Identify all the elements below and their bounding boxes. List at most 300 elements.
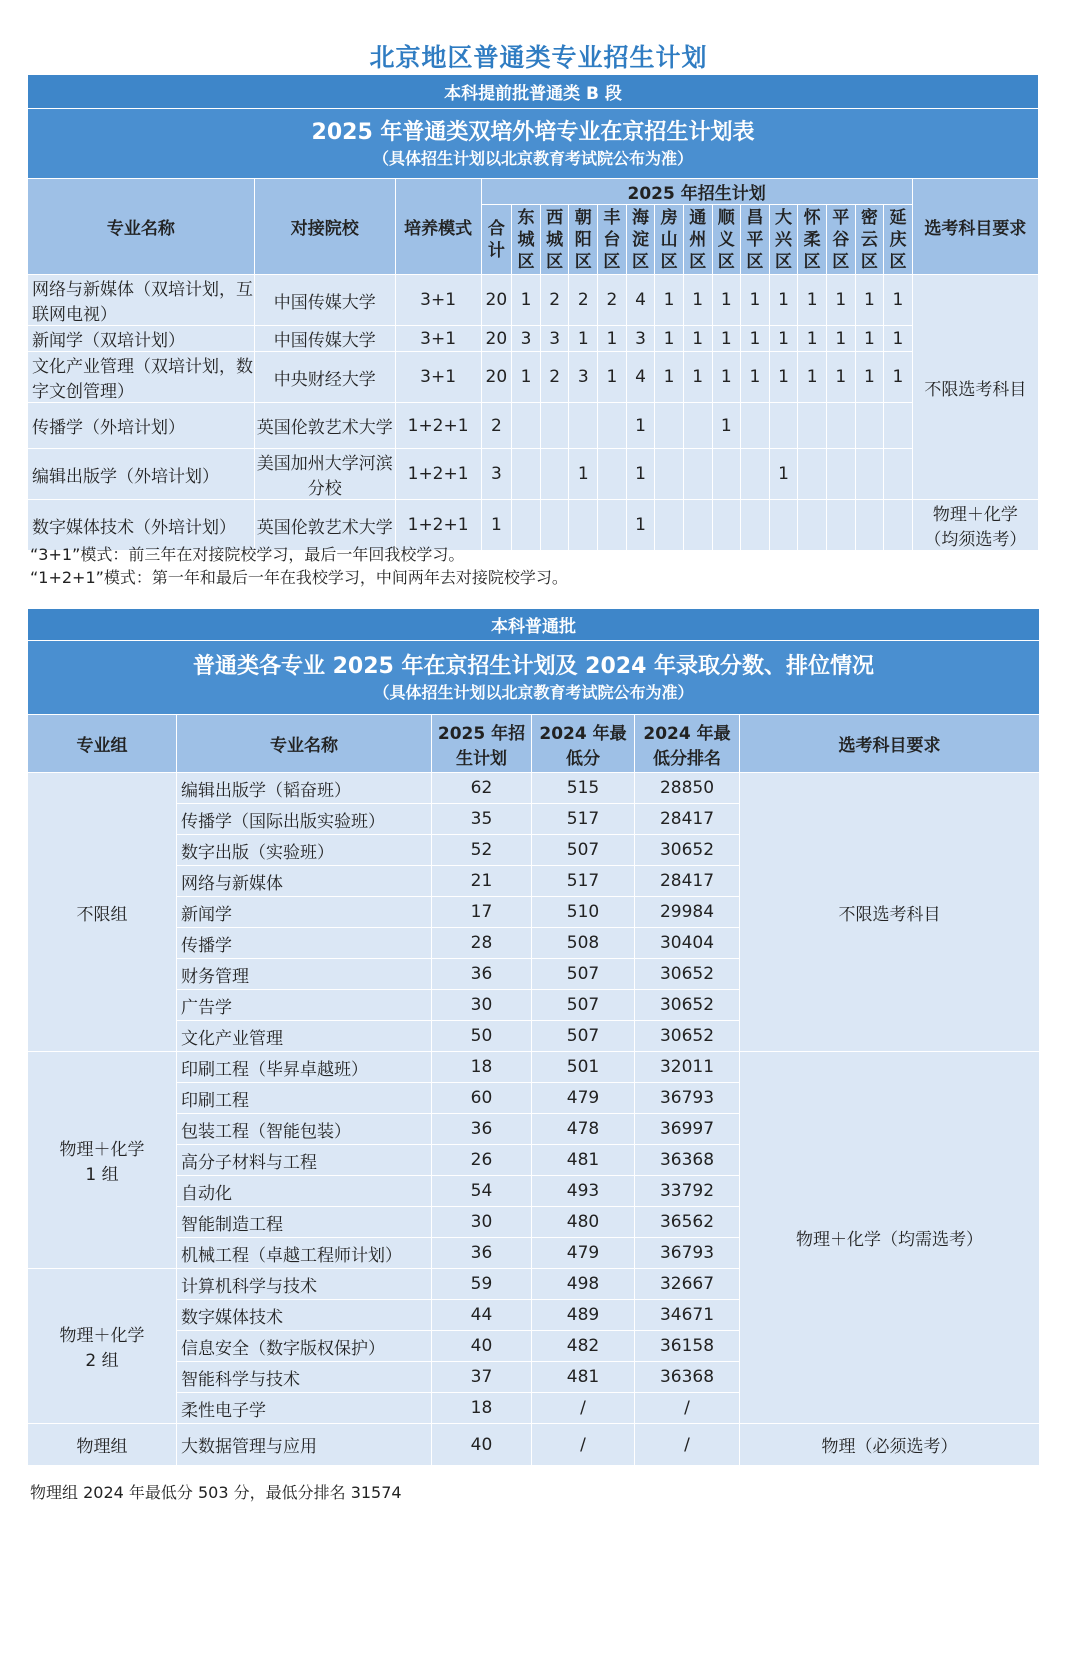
min-rank-2024: 36562	[635, 1207, 740, 1238]
min-rank-2024: 28850	[635, 773, 740, 804]
major-name: 财务管理	[177, 959, 432, 990]
col-header-subject: 选考科目要求	[740, 715, 1040, 773]
major-name: 高分子材料与工程	[177, 1145, 432, 1176]
district-plan	[683, 403, 712, 449]
district-char: 城	[546, 229, 564, 250]
col-header-total	[481, 205, 512, 275]
partner-school: 中国传媒大学	[254, 275, 395, 326]
major-name: 新闻学	[177, 897, 432, 928]
col-header-score	[532, 715, 635, 773]
major-name: 智能科学与技术	[177, 1362, 432, 1393]
district-char: 密	[860, 207, 878, 228]
district-char: 州	[689, 229, 707, 250]
min-rank-2024: 30652	[635, 990, 740, 1021]
subject-requirement: 不限选考科目	[740, 773, 1040, 1052]
col-header-subject: 选考科目要求	[912, 179, 1038, 275]
group-name-line2: 2 组	[85, 1351, 119, 1371]
district-char: 区	[775, 251, 793, 272]
district-plan	[798, 403, 827, 449]
district-char: 区	[717, 251, 735, 272]
partner-school: 中国传媒大学	[254, 326, 395, 352]
district-plan	[855, 403, 884, 449]
district-char: 东	[517, 207, 535, 228]
district-plan: 3	[626, 326, 655, 352]
district-plan: 1	[712, 352, 741, 403]
min-score-2024: 479	[532, 1083, 635, 1114]
min-rank-2024: 36997	[635, 1114, 740, 1145]
table-subtitle: （具体招生计划以北京教育考试院公布为准）	[372, 148, 693, 168]
district-plan: 1	[826, 275, 855, 326]
major-name: 传播学（外培计划）	[28, 403, 255, 449]
district-plan: 1	[712, 326, 741, 352]
district-plan: 2	[540, 275, 569, 326]
district-plan: 1	[769, 352, 798, 403]
district-char: 平	[746, 229, 764, 250]
district-plan	[826, 403, 855, 449]
plan-2025: 54	[432, 1176, 532, 1207]
group-name-line1: 物理＋化学	[59, 1140, 145, 1160]
min-rank-2024: 29984	[635, 897, 740, 928]
district-header	[884, 205, 913, 275]
district-char: 兴	[775, 229, 793, 250]
district-plan: 1	[798, 352, 827, 403]
min-score-2024: 517	[532, 804, 635, 835]
page-title: 北京地区普通类专业招生计划	[369, 43, 708, 72]
district-plan: 4	[626, 275, 655, 326]
min-score-2024: 501	[532, 1052, 635, 1083]
district-plan: 1	[741, 326, 770, 352]
district-plan: 2	[540, 352, 569, 403]
district-plan	[798, 449, 827, 500]
min-score-2024: 489	[532, 1300, 635, 1331]
district-plan	[741, 449, 770, 500]
district-header	[598, 205, 627, 275]
major-name: 广告学	[177, 990, 432, 1021]
district-header	[569, 205, 598, 275]
training-mode: 3+1	[395, 352, 481, 403]
min-score-2024: 507	[532, 990, 635, 1021]
plan-total: 3	[481, 449, 512, 500]
major-name: 包装工程（智能包装）	[177, 1114, 432, 1145]
district-char: 区	[546, 251, 564, 272]
district-plan: 1	[683, 326, 712, 352]
district-header	[798, 205, 827, 275]
major-name: 计算机科学与技术	[177, 1269, 432, 1300]
partner-school: 中央财经大学	[254, 352, 395, 403]
district-char: 怀	[803, 207, 821, 228]
col-header-rank	[635, 715, 740, 773]
min-score-2024: /	[532, 1393, 635, 1424]
district-char: 延	[889, 207, 907, 228]
subject-requirement: 物理（必须选考）	[740, 1424, 1040, 1466]
subject-line2: （均须选考）	[924, 530, 1027, 550]
plan-2025: 36	[432, 959, 532, 990]
major-name: 传播学	[177, 928, 432, 959]
plan-2025: 36	[432, 1238, 532, 1269]
table-banner	[28, 641, 1040, 715]
district-char: 区	[574, 251, 592, 272]
plan-total: 20	[481, 352, 512, 403]
table-row	[28, 1052, 1040, 1083]
district-plan	[569, 500, 598, 551]
district-header	[683, 205, 712, 275]
partner-school: 英国伦敦艺术大学	[254, 403, 395, 449]
group-name	[28, 1052, 177, 1269]
district-plan	[512, 403, 541, 449]
district-char: 海	[631, 207, 649, 228]
district-plan	[741, 500, 770, 551]
table-row	[28, 1424, 1040, 1466]
district-plan: 1	[712, 403, 741, 449]
district-plan: 2	[569, 275, 598, 326]
district-plan	[598, 449, 627, 500]
district-plan: 1	[512, 352, 541, 403]
min-rank-2024: /	[635, 1393, 740, 1424]
col-header-rank-line1: 2024 年最	[643, 723, 731, 744]
col-header-plan-group: 2025 年招生计划	[481, 179, 912, 205]
group-name	[28, 1269, 177, 1424]
district-plan: 1	[512, 275, 541, 326]
min-score-2024: 517	[532, 866, 635, 897]
district-plan: 1	[569, 326, 598, 352]
min-score-2024: 481	[532, 1362, 635, 1393]
district-char: 顺	[717, 207, 735, 228]
major-name: 新闻学（双培计划）	[28, 326, 255, 352]
group-name-line2: 1 组	[85, 1165, 119, 1185]
major-name: 传播学（国际出版实验班）	[177, 804, 432, 835]
district-plan: 1	[798, 275, 827, 326]
district-header	[540, 205, 569, 275]
district-plan	[598, 403, 627, 449]
district-char: 区	[860, 251, 878, 272]
district-plan	[655, 403, 684, 449]
district-plan	[540, 449, 569, 500]
district-char: 昌	[746, 207, 764, 228]
district-char: 云	[860, 229, 878, 250]
major-name: 大数据管理与应用	[177, 1424, 432, 1466]
plan-2025: 30	[432, 990, 532, 1021]
district-plan	[884, 449, 913, 500]
min-rank-2024: 36368	[635, 1145, 740, 1176]
min-score-2024: 508	[532, 928, 635, 959]
district-plan: 1	[855, 326, 884, 352]
table-row	[28, 352, 1039, 403]
district-plan: 1	[655, 275, 684, 326]
district-plan: 1	[626, 403, 655, 449]
plan-2025: 21	[432, 866, 532, 897]
district-char: 区	[803, 251, 821, 272]
district-char: 朝	[574, 207, 592, 228]
training-mode: 1+2+1	[395, 500, 481, 551]
col-header-score-line1: 2024 年最	[539, 723, 627, 744]
section-band: 本科提前批普通类 B 段	[28, 75, 1039, 109]
plan-2025: 17	[432, 897, 532, 928]
district-char: 区	[631, 251, 649, 272]
district-plan	[769, 500, 798, 551]
table-row	[28, 326, 1039, 352]
min-rank-2024: 28417	[635, 804, 740, 835]
district-header	[826, 205, 855, 275]
district-plan: 1	[683, 275, 712, 326]
district-header	[855, 205, 884, 275]
plan-2025: 52	[432, 835, 532, 866]
district-plan: 1	[626, 449, 655, 500]
total-header-char: 计	[487, 240, 505, 261]
district-plan: 1	[741, 352, 770, 403]
group-name: 物理组	[28, 1424, 177, 1466]
group-name: 不限组	[28, 773, 177, 1052]
min-score-2024: 507	[532, 959, 635, 990]
col-header-plan	[432, 715, 532, 773]
major-name: 印刷工程（毕昇卓越班）	[177, 1052, 432, 1083]
district-plan	[540, 403, 569, 449]
min-rank-2024: 34671	[635, 1300, 740, 1331]
col-header-partner: 对接院校	[254, 179, 395, 275]
district-plan	[512, 449, 541, 500]
district-plan: 3	[540, 326, 569, 352]
major-name: 机械工程（卓越工程师计划）	[177, 1238, 432, 1269]
district-char: 庆	[889, 229, 907, 250]
district-plan: 4	[626, 352, 655, 403]
district-plan: 1	[769, 275, 798, 326]
major-name: 数字媒体技术（外培计划）	[28, 500, 255, 551]
subject-requirement	[912, 500, 1038, 551]
col-header-plan-line2: 生计划	[456, 748, 507, 769]
district-plan: 1	[769, 326, 798, 352]
district-plan	[855, 500, 884, 551]
plan-2025: 37	[432, 1362, 532, 1393]
district-header	[512, 205, 541, 275]
major-name: 数字出版（实验班）	[177, 835, 432, 866]
plan-2025: 60	[432, 1083, 532, 1114]
min-score-2024: 478	[532, 1114, 635, 1145]
district-char: 区	[603, 251, 621, 272]
district-char: 义	[717, 229, 735, 250]
plan-2025: 50	[432, 1021, 532, 1052]
min-score-2024: 493	[532, 1176, 635, 1207]
district-plan	[884, 403, 913, 449]
plan-2025: 44	[432, 1300, 532, 1331]
min-rank-2024: 30652	[635, 1021, 740, 1052]
min-score-2024: 480	[532, 1207, 635, 1238]
min-rank-2024: 30404	[635, 928, 740, 959]
min-score-2024: 507	[532, 1021, 635, 1052]
district-plan: 1	[626, 500, 655, 551]
district-char: 阳	[574, 229, 592, 250]
subject-requirement: 不限选考科目	[912, 275, 1038, 500]
district-plan: 1	[826, 352, 855, 403]
district-char: 丰	[603, 207, 621, 228]
partner-school: 美国加州大学河滨分校	[254, 449, 395, 500]
district-plan: 1	[741, 275, 770, 326]
district-plan	[540, 500, 569, 551]
major-name: 编辑出版学（韬奋班）	[177, 773, 432, 804]
district-plan	[598, 500, 627, 551]
plan-2025: 40	[432, 1424, 532, 1466]
district-plan: 1	[569, 449, 598, 500]
district-plan: 1	[712, 275, 741, 326]
col-header-group: 专业组	[28, 715, 177, 773]
plan-2025: 30	[432, 1207, 532, 1238]
district-char: 房	[660, 207, 678, 228]
col-header-score-line2: 低分	[566, 748, 600, 769]
table-title: 2025 年普通类双培外培专业在京招生计划表	[311, 119, 755, 145]
plan-2025: 36	[432, 1114, 532, 1145]
district-plan	[884, 500, 913, 551]
district-plan	[655, 500, 684, 551]
district-char: 台	[603, 229, 621, 250]
major-name: 信息安全（数字版权保护）	[177, 1331, 432, 1362]
district-plan: 1	[598, 326, 627, 352]
min-score-2024: 507	[532, 835, 635, 866]
plan-2025: 18	[432, 1393, 532, 1424]
min-score-2024: 515	[532, 773, 635, 804]
major-name: 网络与新媒体（双培计划，互联网电视）	[28, 275, 255, 326]
district-plan: 1	[884, 326, 913, 352]
plan-2025: 26	[432, 1145, 532, 1176]
subject-requirement: 物理＋化学（均需选考）	[740, 1052, 1040, 1424]
col-header-mode: 培养模式	[395, 179, 481, 275]
district-plan: 1	[855, 275, 884, 326]
district-plan	[741, 403, 770, 449]
major-name: 智能制造工程	[177, 1207, 432, 1238]
district-plan	[826, 500, 855, 551]
district-plan: 1	[655, 326, 684, 352]
district-plan	[855, 449, 884, 500]
min-rank-2024: 32011	[635, 1052, 740, 1083]
min-rank-2024: 33792	[635, 1176, 740, 1207]
min-rank-2024: 32667	[635, 1269, 740, 1300]
district-char: 谷	[832, 229, 850, 250]
district-header	[626, 205, 655, 275]
min-rank-2024: 36793	[635, 1083, 740, 1114]
district-plan	[712, 500, 741, 551]
partner-school: 英国伦敦艺术大学	[254, 500, 395, 551]
district-plan: 1	[598, 352, 627, 403]
district-header	[741, 205, 770, 275]
district-plan	[769, 403, 798, 449]
plan-2025: 40	[432, 1331, 532, 1362]
table-title: 普通类各专业 2025 年在京招生计划及 2024 年录取分数、排位情况	[192, 653, 875, 679]
table-subtitle: （具体招生计划以北京教育考试院公布为准）	[373, 682, 694, 702]
plan-total: 20	[481, 275, 512, 326]
district-char: 山	[660, 229, 678, 250]
district-plan	[655, 449, 684, 500]
training-mode: 1+2+1	[395, 449, 481, 500]
plan-2025: 59	[432, 1269, 532, 1300]
min-score-2024: 510	[532, 897, 635, 928]
district-plan: 1	[826, 326, 855, 352]
district-char: 淀	[631, 229, 649, 250]
major-name: 文化产业管理	[177, 1021, 432, 1052]
min-score-2024: 481	[532, 1145, 635, 1176]
district-char: 区	[889, 251, 907, 272]
district-char: 区	[660, 251, 678, 272]
major-name: 编辑出版学（外培计划）	[28, 449, 255, 500]
plan-2025: 28	[432, 928, 532, 959]
col-header-rank-line2: 低分排名	[653, 748, 721, 769]
table-row	[28, 449, 1039, 500]
district-char: 区	[689, 251, 707, 272]
col-header-major: 专业名称	[28, 179, 255, 275]
min-rank-2024: 30652	[635, 959, 740, 990]
plan-2025: 35	[432, 804, 532, 835]
regular-batch-table	[27, 608, 1040, 1466]
plan-2025: 18	[432, 1052, 532, 1083]
mode-note-1: “3+1”模式：前三年在对接院校学习，最后一年回我校学习。	[30, 545, 465, 564]
table-row	[28, 403, 1039, 449]
district-char: 区	[746, 251, 764, 272]
district-plan	[712, 449, 741, 500]
district-plan: 1	[798, 326, 827, 352]
district-plan	[826, 449, 855, 500]
min-score-2024: /	[532, 1424, 635, 1466]
early-batch-table	[27, 74, 1039, 551]
district-plan: 1	[683, 352, 712, 403]
min-rank-2024: 36793	[635, 1238, 740, 1269]
district-plan: 3	[512, 326, 541, 352]
min-rank-2024: 28417	[635, 866, 740, 897]
section-band: 本科普通批	[28, 609, 1040, 641]
major-name: 文化产业管理（双培计划，数字文创管理）	[28, 352, 255, 403]
min-score-2024: 479	[532, 1238, 635, 1269]
district-plan	[683, 500, 712, 551]
district-plan	[683, 449, 712, 500]
district-char: 区	[832, 251, 850, 272]
district-plan: 3	[569, 352, 598, 403]
district-char: 柔	[803, 229, 821, 250]
min-rank-2024: 36158	[635, 1331, 740, 1362]
min-rank-2024: 36368	[635, 1362, 740, 1393]
min-rank-2024: /	[635, 1424, 740, 1466]
district-char: 区	[517, 251, 535, 272]
district-char: 城	[517, 229, 535, 250]
plan-total: 2	[481, 403, 512, 449]
group-name-line1: 物理＋化学	[59, 1326, 145, 1346]
major-name: 网络与新媒体	[177, 866, 432, 897]
col-header-plan-line1: 2025 年招	[437, 723, 526, 744]
training-mode: 3+1	[395, 275, 481, 326]
training-mode: 1+2+1	[395, 403, 481, 449]
district-plan	[512, 500, 541, 551]
plan-2025: 62	[432, 773, 532, 804]
district-char: 平	[832, 207, 850, 228]
table-row	[28, 275, 1039, 326]
col-header-major: 专业名称	[177, 715, 432, 773]
district-char: 大	[775, 207, 793, 228]
district-plan: 1	[884, 275, 913, 326]
mode-note-2: “1+2+1”模式：第一年和最后一年在我校学习，中间两年去对接院校学习。	[30, 568, 568, 587]
min-rank-2024: 30652	[635, 835, 740, 866]
table-row	[28, 773, 1040, 804]
subject-line1: 物理＋化学	[932, 505, 1018, 525]
total-header-char: 合	[487, 218, 505, 239]
district-plan: 1	[655, 352, 684, 403]
table-banner	[28, 109, 1039, 179]
district-plan: 2	[598, 275, 627, 326]
footnote: 物理组 2024 年最低分 503 分，最低分排名 31574	[30, 1483, 402, 1502]
district-char: 西	[546, 207, 564, 228]
major-name: 柔性电子学	[177, 1393, 432, 1424]
major-name: 自动化	[177, 1176, 432, 1207]
district-header	[712, 205, 741, 275]
district-plan	[569, 403, 598, 449]
district-plan: 1	[855, 352, 884, 403]
district-char: 通	[689, 207, 707, 228]
district-header	[769, 205, 798, 275]
training-mode: 3+1	[395, 326, 481, 352]
district-plan: 1	[769, 449, 798, 500]
